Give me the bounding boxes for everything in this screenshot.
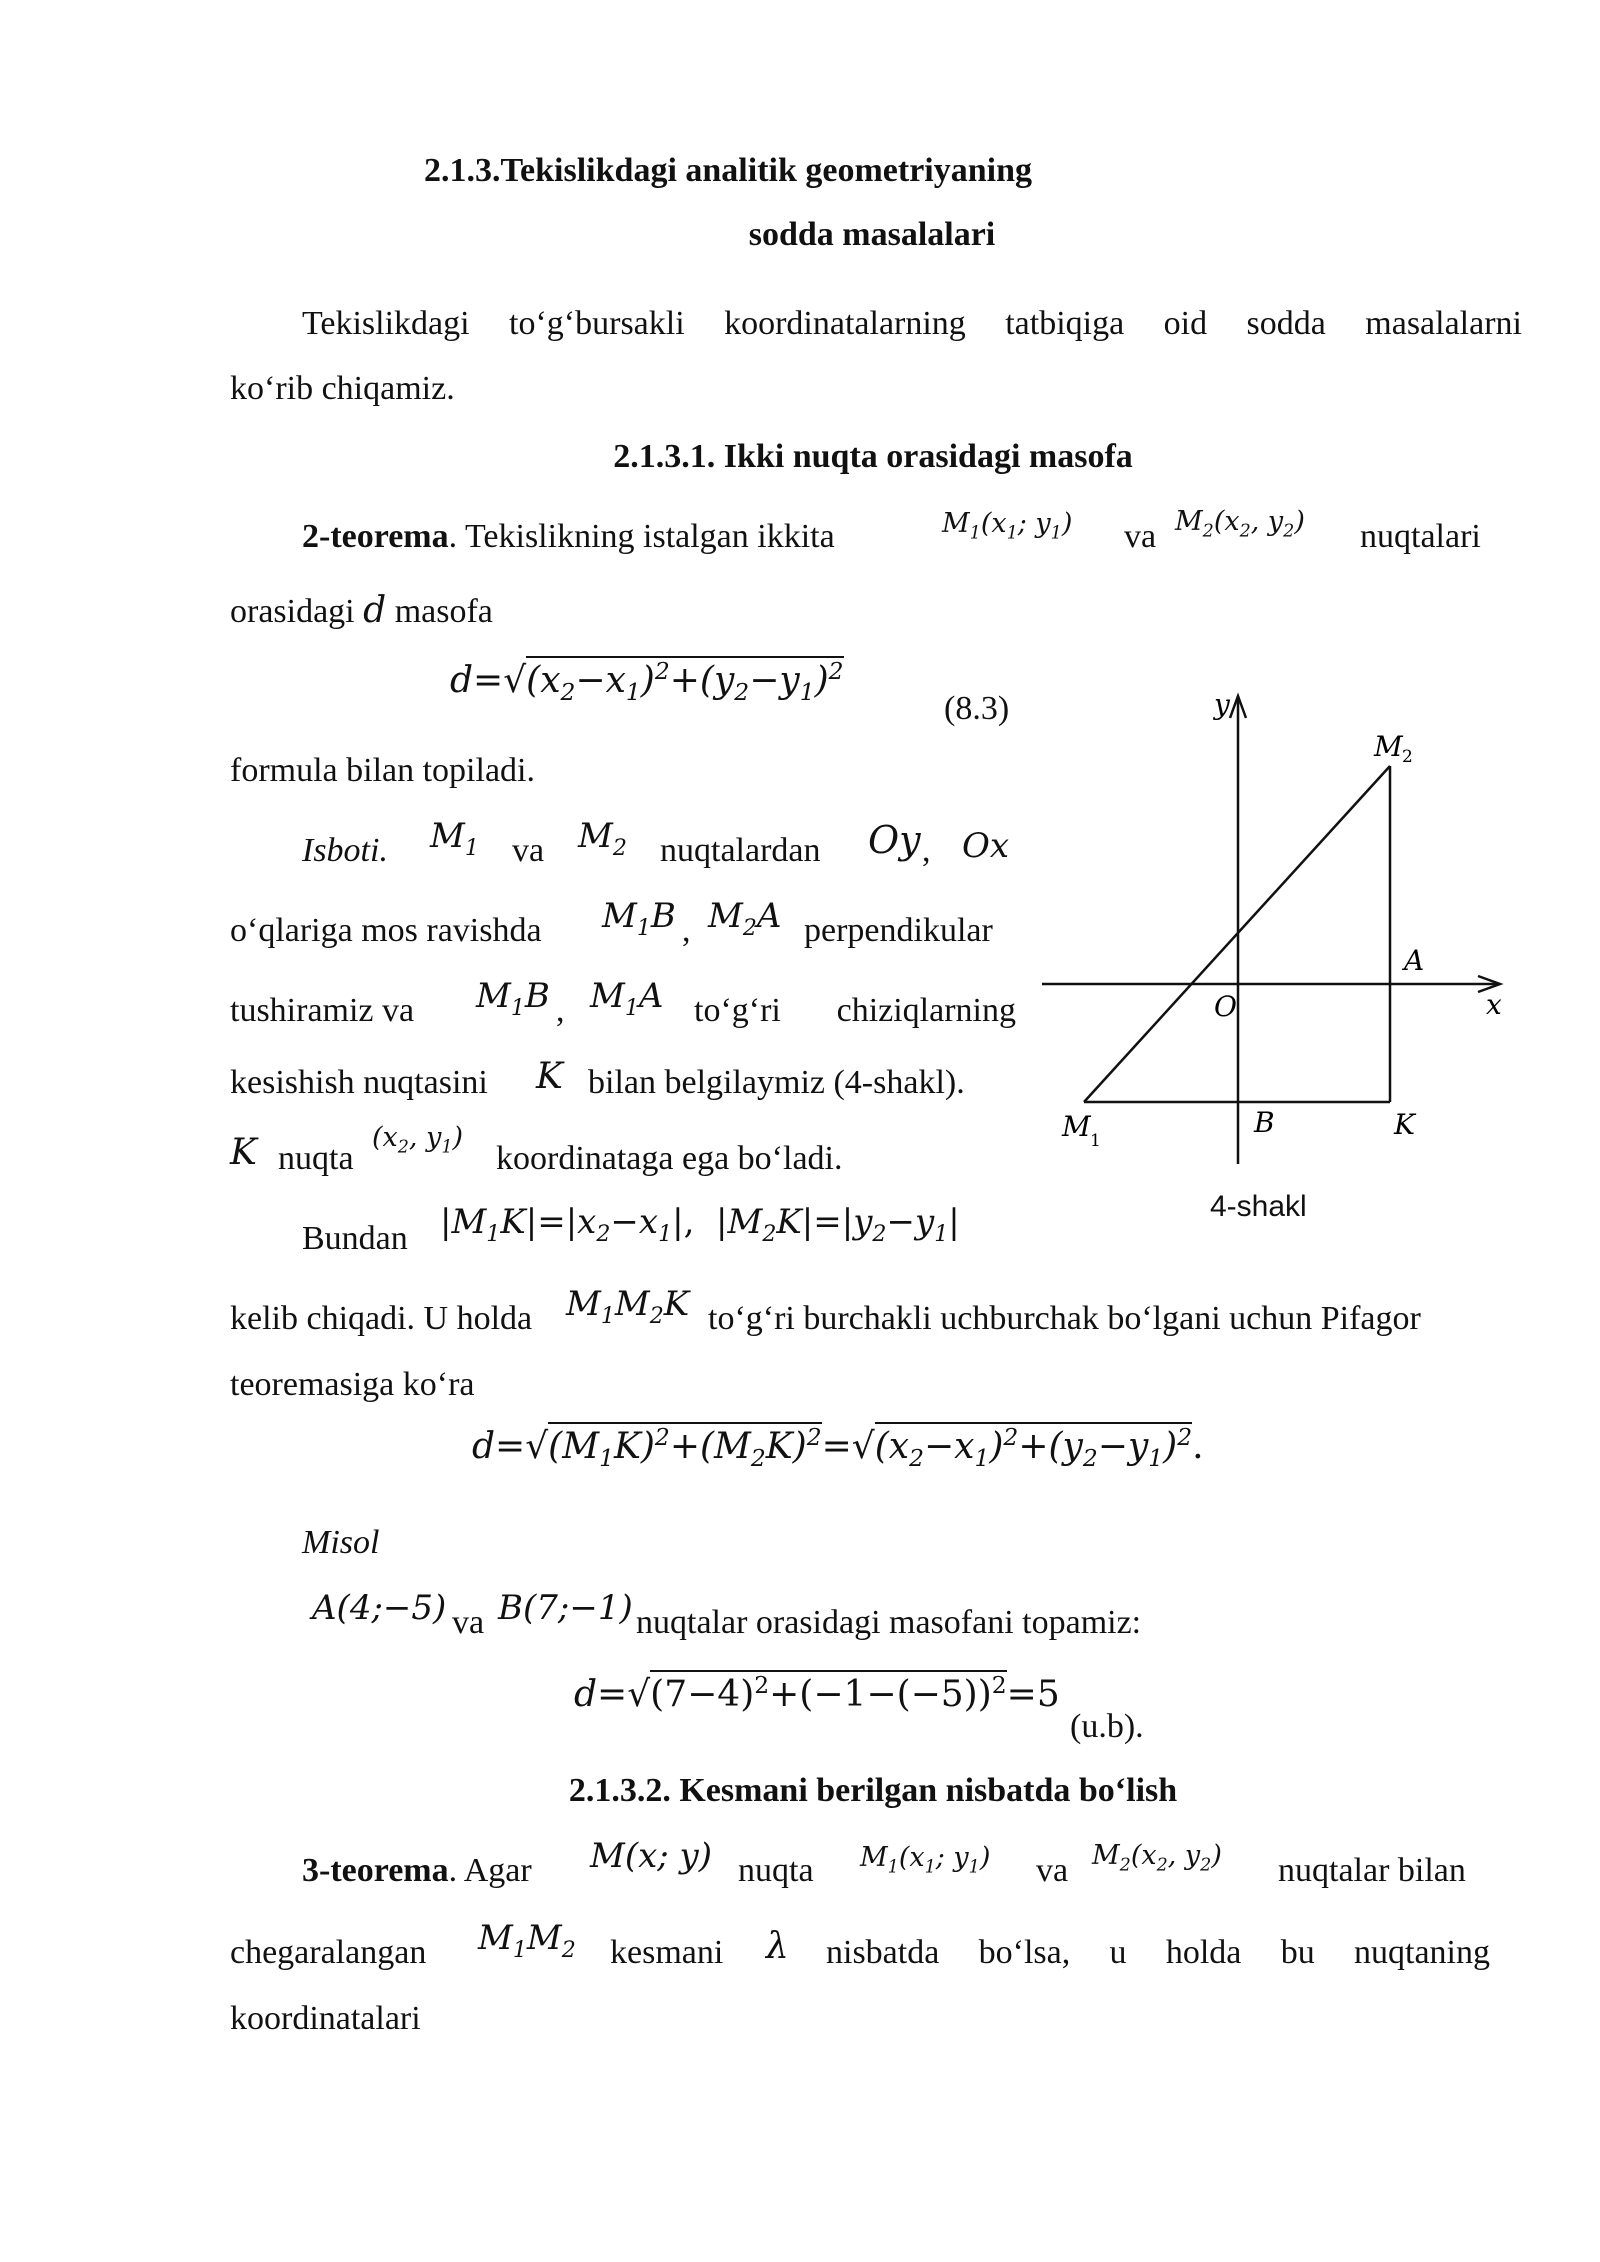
fig-label-m1-sub: 1 <box>1090 1131 1101 1151</box>
proof-nuqtalardan: nuqtalardan <box>660 832 821 869</box>
proof-m2: $M_2$ <box>578 816 627 861</box>
point-m-xy: M(x; y) <box>590 1836 712 1876</box>
fig-label-a: A <box>1404 944 1425 977</box>
comma-2: , <box>682 912 691 949</box>
proof-line-3-a: tushiramiz va <box>230 992 415 1029</box>
fig-label-x: x <box>1486 988 1502 1021</box>
proof-line-4-a: kesishish nuqtasini <box>230 1064 488 1101</box>
segment-m1a: $M_1A$ <box>590 976 664 1021</box>
segment-m1b-2: $M_1B$ <box>476 976 550 1021</box>
kelib-line-a: kelib chiqadi. U holda <box>230 1300 533 1337</box>
units-text: (u.b). <box>1070 1708 1144 1745</box>
theorem-2-nuqtalari: nuqtalari <box>1360 518 1481 555</box>
kelib-line-b: to‘g‘ri burchakli uchburchak bo‘lgani uchun Pifagor <box>708 1300 1421 1337</box>
orasidagi-text: orasidagi <box>230 593 355 630</box>
point-b: B(7;−1) <box>498 1588 633 1628</box>
theorem-3-bilan: nuqtalar bilan <box>1278 1852 1466 1889</box>
comma-3: , <box>556 992 565 1029</box>
bundan: Bundan <box>302 1220 408 1257</box>
equation-number: (8.3) <box>944 690 1010 727</box>
theorem-3-kesmani: kesmani <box>610 1934 724 1971</box>
theorem-3-line-1 <box>302 1852 532 1890</box>
intro-line-2: ko‘rib chiqamiz. <box>230 370 455 407</box>
point-m1-formula: $M_1(x_1$; $y_1$) <box>942 508 1073 544</box>
theorem-3-label: 3-teorema <box>302 1852 449 1889</box>
fig-label-o: O <box>1214 990 1237 1023</box>
section-1-title: 2.1.3.1. Ikki nuqta orasidagi masofa <box>613 438 1133 475</box>
fig-label-k: K <box>1394 1108 1415 1141</box>
misol-text: nuqtalar orasidagi masofani topamiz: <box>636 1604 1142 1641</box>
masofa-text: masofa <box>394 593 493 630</box>
figure-caption: 4-shakl <box>1210 1190 1307 1223</box>
lambda-symbol: λ <box>766 1926 789 1967</box>
point-m2-formula: $M_2(x_2$, $y_2$) <box>1175 506 1305 542</box>
triangle-m1m2k: $M_1M_2K$ <box>566 1284 690 1329</box>
segment-m2a: $M_2A$ <box>708 896 782 941</box>
proof-line-5-b: koordinataga ega bo‘ladi. <box>496 1140 843 1177</box>
theorem-3-line-3: koordinatalari <box>230 2000 421 2037</box>
title-line-1: 2.1.3.Tekislikdagi analitik geometriyaning <box>424 152 1032 189</box>
abs-values-formula: $|M_1K|=|x_2-x_1|$, $|M_2K|=|y_2-y_1|$ <box>440 1202 960 1247</box>
theorem-2-line-2 <box>230 590 493 631</box>
title-line-2: sodda masalalari <box>748 216 996 253</box>
theorem-2-label: 2-teorema <box>302 518 449 555</box>
distance-formula-8-3: $d=√(x_2-x_1)^2+(y_2-y_1)^2$ <box>450 657 844 707</box>
segment-m1b: $M_1B$ <box>602 896 676 941</box>
pythagoras-formula: $d=√(M_1K)^2+(M_2K)^2=√(x_2-x_1)^2+(y_2-y_1)^2$. <box>472 1423 1204 1473</box>
proof-m1: $M_1$ <box>430 816 479 861</box>
fig-label-m1: M <box>1062 1110 1091 1143</box>
proof-line-4-b: bilan belgilaymiz (4-shakl). <box>588 1064 965 1101</box>
ox-axis-label: Ox <box>962 826 1010 866</box>
misol-va: va <box>452 1604 485 1641</box>
fig-label-y: y <box>1214 690 1230 721</box>
agar-text: . Agar <box>448 1852 532 1889</box>
theorem-2-text: . Tekislikning istalgan ikkita <box>448 518 835 555</box>
example-distance-formula: $d=√(7-4)^2+(-1-(-5))^2=5$ <box>574 1671 1060 1715</box>
theorem-3-line-2-a: chegaralangan <box>230 1934 427 1971</box>
oy-axis-label: Oy <box>868 818 921 862</box>
intro-line-1: Tekislikdagi to‘g‘bursakli koordinatalarning tatbiqiga oid sodda masalalarni <box>302 305 1522 342</box>
point-m1-thm3: $M_1(x_1$; $y_1$) <box>860 1842 991 1878</box>
misol-label: Misol <box>302 1524 380 1561</box>
theorem-2-va: va <box>1124 518 1157 555</box>
section-2-title: 2.1.3.2. Kesmani berilgan nisbatda bo‘lish <box>568 1772 1178 1809</box>
fig-label-m2: M <box>1374 730 1403 763</box>
k-coordinates: ($x_2$, $y_1$) <box>372 1122 464 1158</box>
proof-line-3-b: to‘g‘ri chiziqlarning <box>694 992 1016 1029</box>
figure-4-shakl <box>1030 690 1510 1230</box>
point-a: A(4;−5) <box>312 1588 447 1628</box>
proof-va: va <box>512 832 545 869</box>
segment-m1m2: $M_1M_2$ <box>478 1918 576 1963</box>
point-m2-thm3: $M_2(x_2$, $y_2$) <box>1092 1840 1222 1876</box>
theorem-3-line-2-b: nisbatda bo‘lsa, u holda bu nuqtaning <box>826 1934 1490 1971</box>
point-k: K <box>536 1056 563 1097</box>
proof-line-2-a: o‘qlariga mos ravishda <box>230 912 542 949</box>
proof-line-2-b: perpendikular <box>804 912 993 949</box>
theorem-3-va: va <box>1036 1852 1069 1889</box>
proof-line-5-a: nuqta <box>278 1140 354 1177</box>
fig-label-b: B <box>1254 1106 1275 1139</box>
point-k-2: K <box>230 1132 257 1173</box>
theorem-3-nuqta: nuqta <box>738 1852 814 1889</box>
teoremasiga: teoremasiga ko‘ra <box>230 1366 475 1403</box>
fig-label-m2-sub: 2 <box>1402 747 1413 767</box>
comma: , <box>922 832 931 869</box>
theorem-2-line-1 <box>302 518 835 556</box>
d-symbol: d <box>363 590 387 631</box>
proof-label: Isboti. <box>302 832 388 869</box>
formula-text: formula bilan topiladi. <box>230 752 535 789</box>
